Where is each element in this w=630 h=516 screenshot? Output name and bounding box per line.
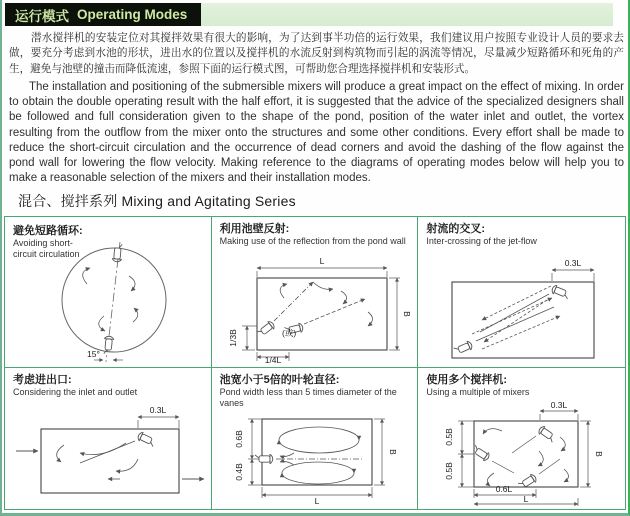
page-title: [5, 3, 201, 26]
intro-section: [9, 31, 624, 186]
diagram-jet-crossing: [422, 252, 622, 364]
pond-circle-outline: [62, 248, 166, 352]
cell-multiple-mixers: [418, 368, 625, 509]
cell1-head: [13, 225, 93, 259]
dim-label-1-3B: 1/3B: [228, 329, 239, 347]
series-section-title: [18, 191, 296, 211]
dim-label-03L: 0.3L: [564, 258, 581, 268]
dim-label-05B-top: 0.5B: [443, 428, 454, 446]
dimension-lines: [138, 417, 179, 428]
flow-arrows: [56, 441, 137, 479]
jet-flow-lines: [274, 282, 373, 326]
cell5-title-zh: 池宽小于5倍的叶轮直径:: [219, 374, 340, 386]
dim-label-B: B: [593, 451, 604, 457]
flow-arrows: [483, 429, 569, 486]
cell-avoid-short-circuit: [5, 217, 212, 368]
page-title-en: Operating Modes: [77, 7, 188, 22]
cell6-head: [426, 374, 617, 398]
jet-flow-lines: [472, 286, 560, 349]
diagram-multiple-mixers: [422, 401, 622, 506]
cell3-title-en: Inter-crossing of the jet-flow: [426, 236, 537, 246]
mixer-icon: [537, 425, 557, 443]
dim-label-06L: 0.6L: [495, 484, 512, 494]
cell1-title-en: Avoiding short-circuit circulation: [13, 238, 80, 259]
dim-label-06B: 0.6B: [234, 430, 245, 448]
dim-label-L: L: [523, 494, 529, 504]
cell4-head: [13, 374, 203, 398]
intro-paragraph-zh: 潜水搅拌机的安装定位对其搅拌效果有很大的影响，为了达到事半功倍的运行效果，我们建议用户按照专业设计人员的要求去做，要充分考虑到水池的形状，进出水的位置以及搅拌机的水流反射到构筑物而引起的涡流等情况，尽量减少短路循环和死角的产生，避免与池壁的撞击而降低流速，参照下面的运行模式图，可帮助您合理选择搅拌机和安装形式。: [9, 32, 624, 75]
mixer-icon: [136, 431, 156, 448]
mixer-icon: [453, 340, 473, 356]
mixer-icon: [517, 473, 537, 491]
dim-label-L: L: [315, 496, 320, 506]
cell-jet-crossing: [418, 217, 625, 368]
cell3-title-zh: 射流的交叉:: [426, 223, 485, 235]
mixer-icon: [256, 320, 276, 339]
series-title-en: Mixing and Agitating Series: [121, 193, 296, 209]
dim-label-B: B: [402, 311, 413, 317]
cell4-title-en: Considering the inlet and outlet: [13, 387, 138, 397]
pond-rect-outline: [257, 278, 387, 350]
dimension-lines: [458, 411, 591, 506]
pond-rect-outline: [262, 419, 372, 485]
cell-narrow-pond: [212, 368, 419, 509]
dimension-lines: [552, 270, 594, 281]
cell1-title-zh: 避免短路循环:: [13, 225, 83, 237]
pond-rect-outline: [452, 282, 594, 358]
dim-label-05B-bottom: 0.5B: [443, 462, 454, 480]
page-title-zh: 运行模式: [15, 8, 69, 24]
or-label: (或): [282, 328, 297, 338]
series-title-zh: 混合、搅拌系列: [18, 193, 118, 209]
page-header-banner: [5, 3, 613, 26]
dim-label-B: B: [388, 449, 399, 455]
diagram-wall-reflection: [214, 252, 414, 364]
pond-rect-outline: [474, 421, 578, 487]
dim-label-04B: 0.4B: [234, 463, 245, 481]
pond-rect-outline: [41, 429, 179, 493]
dim-label-03L: 0.3L: [550, 401, 567, 410]
cell3-head: [426, 223, 617, 247]
dim-label-03L: 0.3L: [149, 405, 167, 415]
cell6-title-zh: 使用多个搅拌机:: [426, 374, 507, 386]
intro-paragraph-en: The installation and positioning of the submersible mixers will produce a great impact on the effect of mixing. In order to obtain the double operating result with the half effort, it is suggested that the advice of the specialized designers shall be followed and full consideration given to the shape of the pond, position of the water inlet and outlet, the vortex resulting from the outflow from the mixer onto the structures and some other conditions. Every effort shall be made to reduce the short-circuit circulation and the occurrence of dead corners and avoid the dashing of the flow against the pond wall for lowering the flow velocity. Making reference to the diagrams of operating modes below will help you to make a reasonable selection of the mixers and their installation modes.: [9, 81, 624, 184]
cell-inlet-outlet: [5, 368, 212, 509]
dimension-lines: [242, 268, 400, 361]
cell5-title-en: Pond width less than 5 times diameter of the vanes: [219, 387, 397, 408]
diagram-narrow-pond: [214, 401, 414, 506]
cell4-title-zh: 考虑进出口:: [13, 374, 72, 386]
cell2-title-zh: 利用池壁反射:: [219, 223, 290, 235]
circulation-loops: [279, 427, 359, 484]
mixer-icon: [112, 244, 124, 263]
cell6-title-en: Using a multiple of mixers: [426, 387, 530, 397]
angle-label: 15°: [87, 349, 100, 359]
cell2-title-en: Making use of the reflection from the pond wall: [219, 236, 406, 246]
diagram-inlet-outlet: [8, 401, 208, 506]
dim-label-1-4L: 1/4L: [265, 355, 282, 364]
cell-wall-reflection: [212, 217, 419, 368]
operating-modes-grid: [4, 216, 626, 510]
mixer-icon: [550, 284, 570, 300]
banner-strip: [201, 3, 613, 26]
flow-arrows: [83, 268, 138, 331]
cell2-head: [220, 223, 410, 247]
dim-label-L: L: [320, 256, 325, 266]
